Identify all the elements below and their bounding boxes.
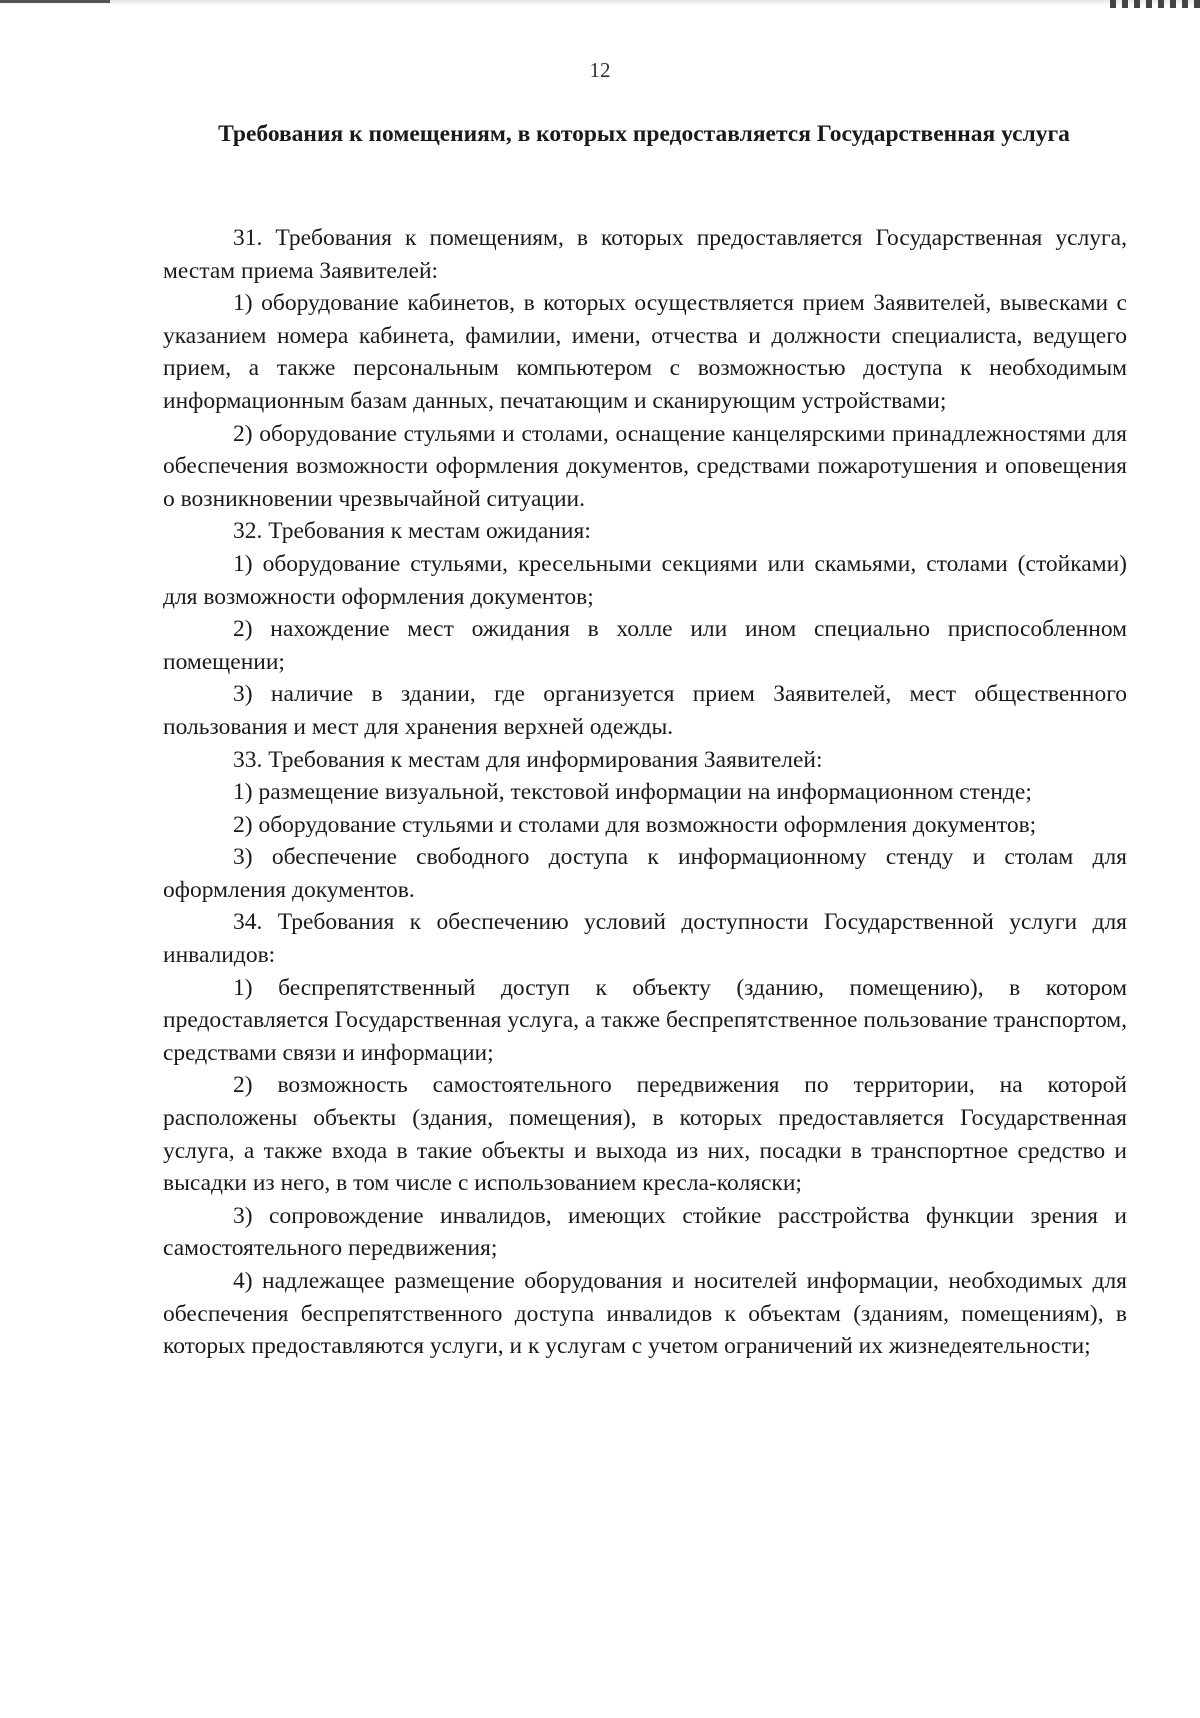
paragraph-32-intro: 32. Требования к местам ожидания: bbox=[233, 518, 591, 545]
document-body bbox=[163, 222, 1127, 1363]
page-number: 12 bbox=[589, 58, 611, 82]
paragraph-31-item-1: 1) оборудование кабинетов, в которых осуществляется прием Заявителей, вывесками с указанием номера кабинета, фамилии, имени, отчества и должности специалиста, ведущего прием, а также персональным компьютером с возможностью доступа к необходимым информационным базам данных, печатающим и сканирующим устройствами; bbox=[163, 290, 1127, 414]
scan-top-edge bbox=[0, 0, 1200, 6]
paragraph-32-item-1: 1) оборудование стульями, кресельными секциями или скамьями, столами (стойками) для возможности оформления документов; bbox=[163, 550, 1127, 610]
paragraph-32-item-2: 2) нахождение мест ожидания в холле или ином специально приспособленном помещении; bbox=[163, 616, 1127, 675]
scan-artifact-left bbox=[0, 0, 110, 3]
paragraph-34-item-4: 4) надлежащее размещение оборудования и носителей информации, необходимых для обеспечения беспрепятственного доступа инвалидов к объектам (зданиям, помещениям), в которых предоставляются услуги, и к услугам с учетом ограничений их жизнедеятельности; bbox=[163, 1268, 1127, 1360]
paragraph-34-item-1: 1) беспрепятственный доступ к объекту (зданию, помещению), в котором предоставляется Государственная услуга, а также беспрепятственное пользование транспортом, средствами связи и информации; bbox=[163, 974, 1127, 1066]
paragraph-32-item-3: 3) наличие в здании, где организуется прием Заявителей, мест общественного пользования и мест для хранения верхней одежды. bbox=[163, 681, 1127, 740]
section-title: Требования к помещениям, в которых предоставляется Государственная услуга bbox=[218, 121, 1070, 147]
paragraph-31-item-2: 2) оборудование стульями и столами, оснащение канцелярскими принадлежностями для обеспечения возможности оформления документов, средствами пожаротушения и оповещения о возникновении чрезвычайной ситуации. bbox=[163, 420, 1127, 512]
paragraph-33-item-1: 1) размещение визуальной, текстовой информации на информационном стенде; bbox=[233, 779, 1032, 806]
paragraph-31-intro: 31. Требования к помещениям, в которых предоставляется Государственная услуга, местам приема Заявителей: bbox=[163, 225, 1127, 284]
paragraph-33-item-2: 2) оборудование стульями и столами для возможности оформления документов; bbox=[233, 811, 1037, 838]
paragraph-34-item-3: 3) сопровождение инвалидов, имеющих стойкие расстройства функции зрения и самостоятельного передвижения; bbox=[163, 1202, 1127, 1262]
scan-artifact-right bbox=[1110, 0, 1200, 8]
paragraph-33-item-3: 3) обеспечение свободного доступа к информационному стенду и столам для оформления документов. bbox=[163, 844, 1127, 903]
paragraph-33-intro: 33. Требования к местам для информирования Заявителей: bbox=[233, 746, 823, 773]
paragraph-34-intro: 34. Требования к обеспечению условий доступности Государственной услуги для инвалидов: bbox=[163, 909, 1127, 969]
paragraph-34-item-2: 2) возможность самостоятельного передвижения по территории, на которой расположены объекты (здания, помещения), в которых предоставляется Государственная услуга, а также входа в такие объекты и выхода из них, посадки в транспортное средство и высадки из него, в том числе с использованием кресла-коляски; bbox=[163, 1072, 1127, 1197]
